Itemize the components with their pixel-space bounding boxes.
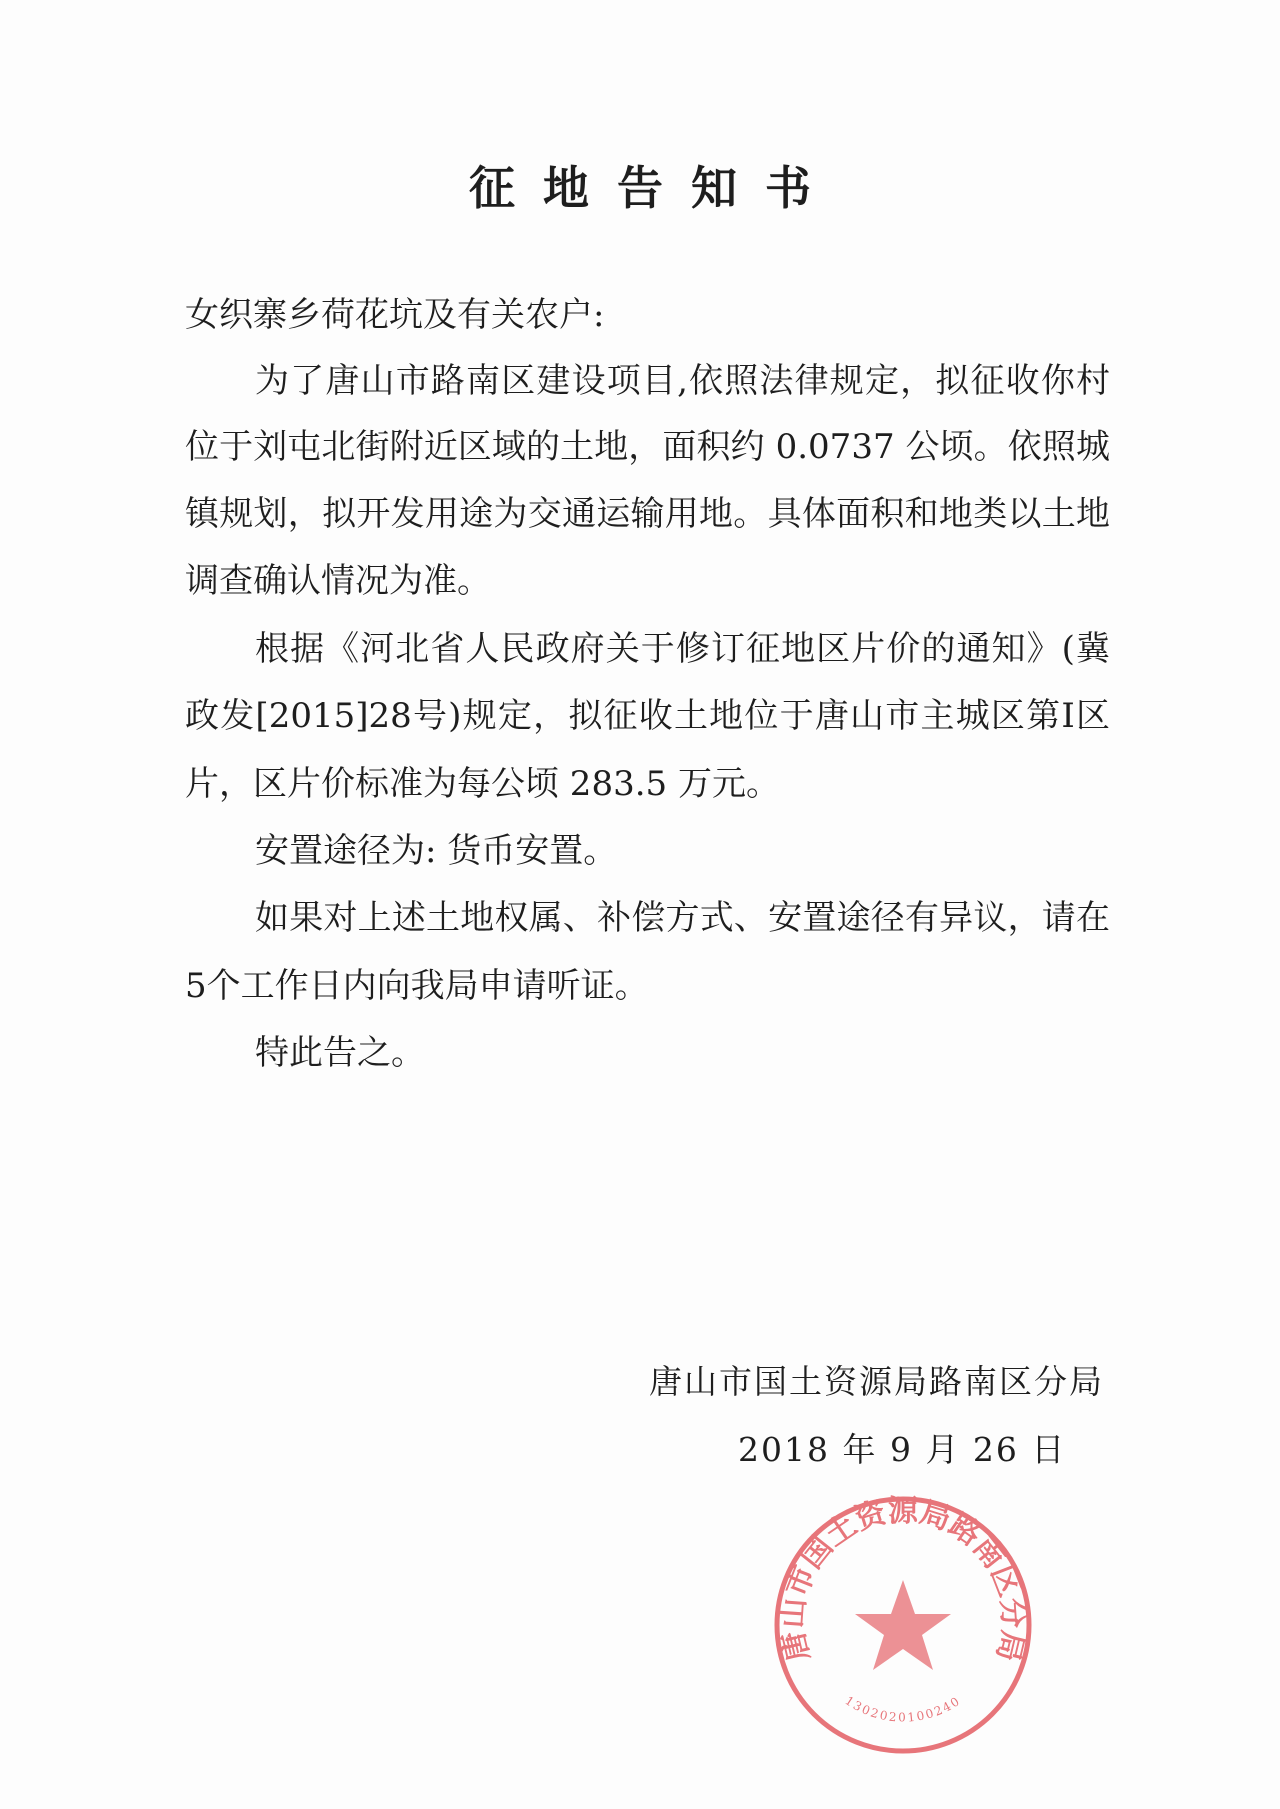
document-title: 征地告知书 bbox=[469, 161, 839, 215]
seal-star-icon bbox=[855, 1580, 951, 1670]
paragraph-1-line: 为了唐山市路南区建设项目,依照法律规定，拟征收你村 bbox=[255, 361, 1110, 401]
paragraph-2-line: 政发[2015]28号)规定，拟征收土地位于唐山市主城区第Ⅰ区 bbox=[185, 696, 1110, 736]
paragraph-2-line: 片，区片价标准为每公顷 283.5 万元。 bbox=[185, 764, 780, 804]
seal-number: 1302020100240 bbox=[842, 1693, 964, 1725]
paragraph-1-line: 调查确认情况为准。 bbox=[185, 561, 491, 601]
paragraph-2-line: 根据《河北省人民政府关于修订征地区片价的通知》(冀 bbox=[255, 629, 1110, 669]
issue-date: 2018 年 9 月 26 日 bbox=[738, 1430, 1067, 1469]
salutation: 女织寨乡荷花坑及有关农户: bbox=[185, 295, 605, 335]
issuing-organization: 唐山市国土资源局路南区分局 bbox=[649, 1362, 1104, 1401]
paragraph-3-line: 安置途径为: 货币安置。 bbox=[255, 831, 618, 871]
paragraph-1-line: 位于刘屯北街附近区域的土地，面积约 0.0737 公顷。依照城 bbox=[185, 427, 1110, 467]
official-seal bbox=[770, 1492, 1036, 1758]
paragraph-4-line: 5个工作日内向我局申请听证。 bbox=[185, 966, 649, 1006]
seal-text: 唐山市国土资源局路南区分局 bbox=[775, 1493, 1031, 1665]
paragraph-1-line: 镇规划，拟开发用途为交通运输用地。具体面积和地类以土地 bbox=[185, 494, 1110, 534]
paragraph-4-line: 如果对上述土地权属、补偿方式、安置途径有异议，请在 bbox=[255, 898, 1110, 938]
paragraph-5-line: 特此告之。 bbox=[255, 1033, 425, 1073]
